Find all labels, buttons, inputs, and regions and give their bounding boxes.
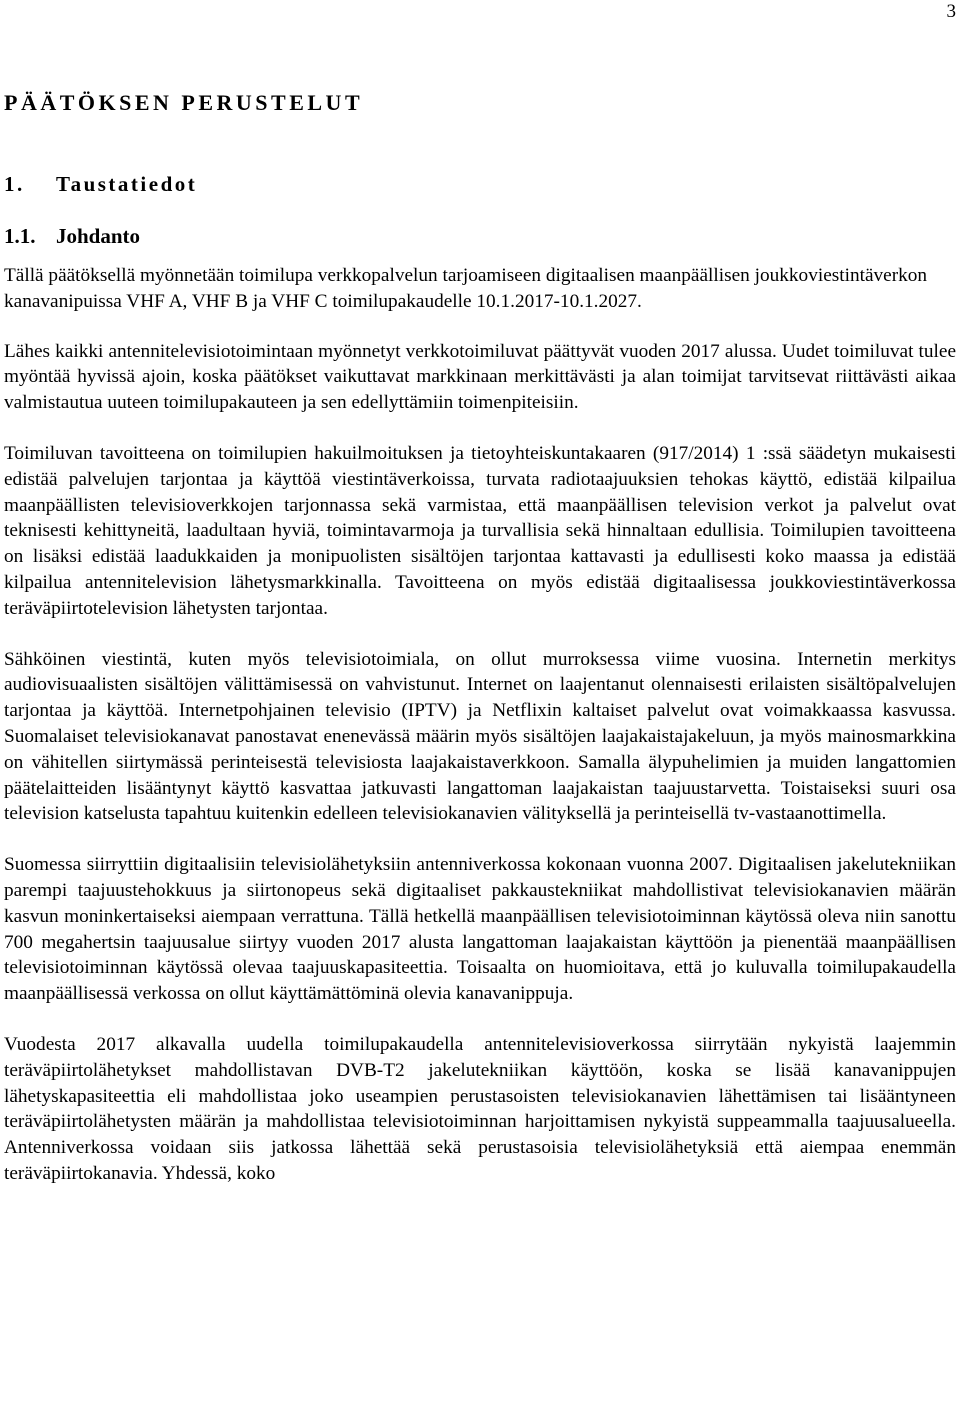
paragraph-goals: Toimiluvan tavoitteena on toimilupien hakuilmoituksen ja tietoyhteiskuntakaaren (917/2014) 1 :ssä säädetyn mukaisesti edistää palvelujen tarjontaa ja käyttöä viestintäverkoissa, turvata radiotaajuuksien tehokas käyttö, edistää kilpailua maanpäällisten televisioverkkojen tarjonnassa sekä varmistaa, että maanpäällisen television verkot ja palvelut ovat teknisesti kehittyneitä, laadultaan hyviä, toimintavarmoja ja turvallisia sekä hinnaltaan edullisia. Toimilupien tavoitteena on lisäksi edistää laadukkaiden ja monipuolisten sisältöjen tarjontaa kattavasti ja edullisesti koko maassa ja edistää kilpailua antennitelevision lähetysmarkkinalla. Tavoitteena on myös edistää digitaalisessa joukkoviestintäverkossa teräväpiirtotelevision lähetysten tarjontaa. [4,442,956,619]
page-number: 3 [946,1,956,22]
page-title: PÄÄTÖKSEN PERUSTELUT [4,90,364,115]
section-heading [4,170,197,198]
subsection-title: Johdanto [56,224,141,248]
body-text [4,263,956,1212]
subsection-heading [4,222,140,250]
paragraph-intro: Tällä päätöksellä myönnetään toimilupa verkkopalvelun tarjoamiseen digitaalisen maanpäällisen joukkoviestintäverkon kanavanipuissa VHF A, VHF B ja VHF C toimilupakaudelle 10.1.2017-10.1.2027. [4,265,928,312]
section-title: Taustatiedot [56,172,198,196]
paragraph-digitalization: Suomessa siirryttiin digitaalisiin televisiolähetyksiin antenniverkossa kokonaan vuonna 2007. Digitaalisen jakelutekniikan parempi taajuustehokkuus ja siirtonopeus sekä digitaaliset pakkaustekniikat mahdollistivat televisiokanavien määrän kasvun moninkertaiseksi aiempaan verrattuna. Tällä hetkellä maanpäällisen televisiotoiminnan käytössä oleva niin sanottu 700 megahertsin taajuusalue siirtyy vuoden 2017 alusta langattoman laajakaistan käyttöön ja pienentää maanpäällisen televisiotoiminnan käytössä olevaa taajuuskapasiteettia. Toisaalta on huomioitava, että jo kuluvalla toimilupakaudella maanpäällisessä verkossa on ollut käyttämättöminä olevia kanavanippuja. [4,854,956,1005]
paragraph-new-license-period: Vuodesta 2017 alkavalla uudella toimilupakaudella antennitelevisioverkossa siirrytään nykyistä laajemmin teräväpiirtolähetykset mahdollistavan DVB-T2 jakelutekniikan käyttöön, koska se lisää kanavanippujen lähetyskapasiteettia eli mahdollistaa joko useampien perustasoisten televisiokanavien lähettämisen tai lisääntyneen teräväpiirtolähetysten määrän ja mahdollistaa televisiotoiminnan harjoittamisen nykyistä suppeammalla taajuusalueella. Antenniverkossa voidaan siis jatkossa lähettää sekä perustasoisia televisiolähetyksiä että aiempaa enemmän teräväpiirtokanavia. Yhdessä, koko [4,1033,956,1184]
section-number: 1. [4,172,25,196]
paragraph-licenses: Lähes kaikki antennitelevisiotoimintaan myönnetyt verkkotoimiluvat päättyvät vuoden 2017 alussa. Uudet toimiluvat tulee myöntää hyvissä ajoin, koska päätökset vaikuttavat markkinaan merkittävästi ja alan toimijat tarvitsevat riittävästi aikaa valmistautua uuteen toimilupakauteen ja sen edellyttämiin toimenpiteisiin. [4,340,956,414]
paragraph-digital-communication: Sähköinen viestintä, kuten myös televisiotoimiala, on ollut murroksessa viime vuosina. Internetin merkitys audiovisuaalisten sisältöjen välittämisessä on vahvistunut. Internet on laajentanut olennaisesti erilaisten sisältöpalvelujen tarjontaa ja käyttöä. Internetpohjainen televisio (IPTV) ja Netflixin kaltaiset palvelut ovat voimakkaassa kasvussa. Suomalaiset televisiokanavat panostavat enenevässä määrin myös sisältöjen laajakaistajakeluun, ja myös mainosmarkkina on vähitellen siirtymässä perinteisestä televisiosta laajakaistaverkkoon. Samalla älypuhelimien ja muiden langattomien päätelaitteiden lisääntynyt käyttö kasvattaa jatkuvasti langattoman laajakaistan taajuustarvetta. Toistaiseksi suuri osa television katselusta tapahtuu kuitenkin edelleen televisiokanavien välityksellä ja perinteisellä tv-vastaanottimella. [4,648,956,825]
subsection-number: 1.1. [4,224,36,248]
